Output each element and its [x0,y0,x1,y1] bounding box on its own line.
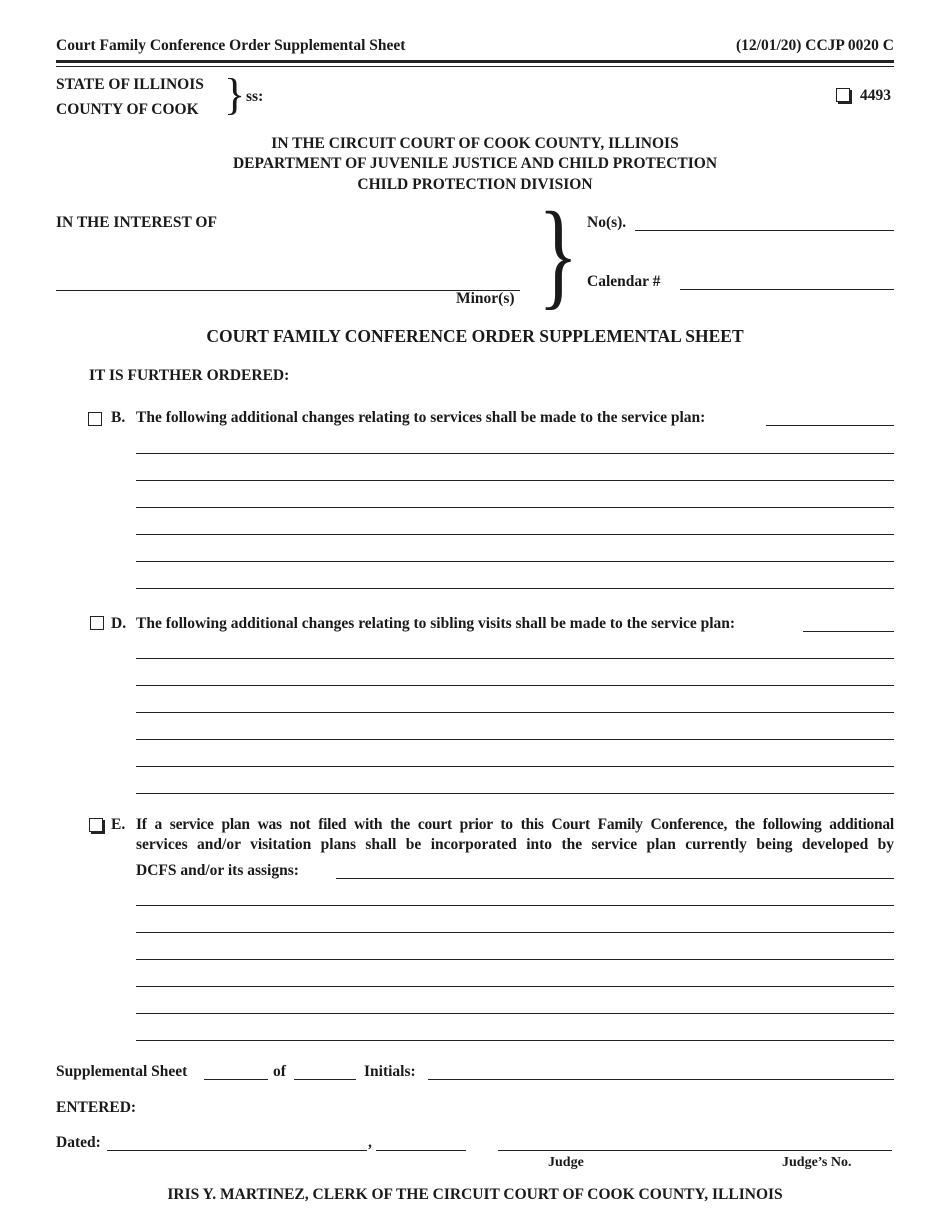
judge-label: Judge [548,1155,584,1170]
section-b-line[interactable] [136,453,894,454]
form-number: 4493 [860,87,891,104]
section-d-line[interactable] [136,739,894,740]
section-b-line[interactable] [136,480,894,481]
section-b-line[interactable] [136,507,894,508]
caption-brace: } [538,187,579,320]
section-e-line[interactable] [136,905,894,906]
section-e-text-1: If a service plan was not filed with the court prior to this Court Family Conference, the following additional [136,816,894,833]
date-field[interactable] [107,1150,367,1151]
section-e-line[interactable] [136,1040,894,1041]
section-d-text: The following additional changes relating to sibling visits shall be made to the service plan: [136,615,736,632]
section-e-letter: E. [111,816,126,833]
case-number-field[interactable] [635,230,894,231]
section-d-line[interactable] [136,766,894,767]
section-e-line[interactable] [136,959,894,960]
calendar-label: Calendar # [587,273,661,290]
section-d-line[interactable] [136,793,894,794]
section-e-line[interactable] [136,1013,894,1014]
section-b-line[interactable] [136,561,894,562]
section-e-line[interactable] [136,932,894,933]
section-e-field[interactable] [336,878,894,879]
sheet-total-field[interactable] [294,1079,356,1080]
section-e-checkbox[interactable] [89,818,103,832]
form-number-checkbox[interactable] [836,88,850,102]
interest-of-label: IN THE INTEREST OF [56,214,217,231]
year-field[interactable] [376,1150,466,1151]
section-b-checkbox[interactable] [88,412,102,426]
court-line-2: DEPARTMENT OF JUVENILE JUSTICE AND CHILD PROTECTION [232,155,718,172]
dated-label: Dated: [56,1134,101,1151]
section-e-line[interactable] [136,986,894,987]
section-b-letter: B. [111,409,126,426]
section-d-line[interactable] [136,712,894,713]
initials-field[interactable] [428,1079,894,1080]
section-d-line[interactable] [136,685,894,686]
section-b-text: The following additional changes relating to services shall be made to the service plan: [136,409,706,426]
form-code: (12/01/20) CCJP 0020 C [735,37,894,54]
state-label: STATE OF ILLINOIS [56,76,204,93]
page-title: COURT FAMILY CONFERENCE ORDER SUPPLEMENTAL SHEET [206,326,744,346]
section-b-field[interactable] [766,425,894,426]
ss-label: ss: [246,88,264,105]
county-label: COUNTY OF COOK [56,101,199,118]
further-ordered: IT IS FURTHER ORDERED: [89,367,290,384]
section-d-field[interactable] [803,631,894,632]
supplemental-label: Supplemental Sheet [56,1063,188,1080]
entered-label: ENTERED: [56,1099,137,1116]
calendar-field[interactable] [680,289,894,290]
section-e-text-3: DCFS and/or its assigns: [136,862,299,879]
section-d-line[interactable] [136,658,894,659]
header-rule-thick [56,60,894,63]
venue-brace: } [224,70,246,119]
court-line-1: IN THE CIRCUIT COURT OF COOK COUNTY, ILLINOIS [271,135,679,152]
nos-label: No(s). [587,214,627,231]
judge-number-label: Judge’s No. [782,1155,852,1170]
header-rule-thin [56,66,894,67]
section-b-line[interactable] [136,588,894,589]
clerk-line: IRIS Y. MARTINEZ, CLERK OF THE CIRCUIT COURT OF COOK COUNTY, ILLINOIS [167,1186,783,1203]
form-title: Court Family Conference Order Supplemental Sheet [56,37,406,54]
judge-signature-field[interactable] [498,1150,892,1151]
of-label: of [273,1063,286,1080]
section-d-checkbox[interactable] [90,616,104,630]
section-e-text-2: services and/or visitation plans shall be incorporated into the service plan currently being developed by [136,836,894,853]
minors-label: Minor(s) [456,290,515,307]
court-line-3: CHILD PROTECTION DIVISION [357,176,593,193]
minor-name-field[interactable] [56,290,520,291]
date-comma: , [368,1134,372,1151]
section-b-line[interactable] [136,534,894,535]
initials-label: Initials: [364,1063,416,1080]
section-d-letter: D. [111,615,127,632]
sheet-number-field[interactable] [204,1079,268,1080]
